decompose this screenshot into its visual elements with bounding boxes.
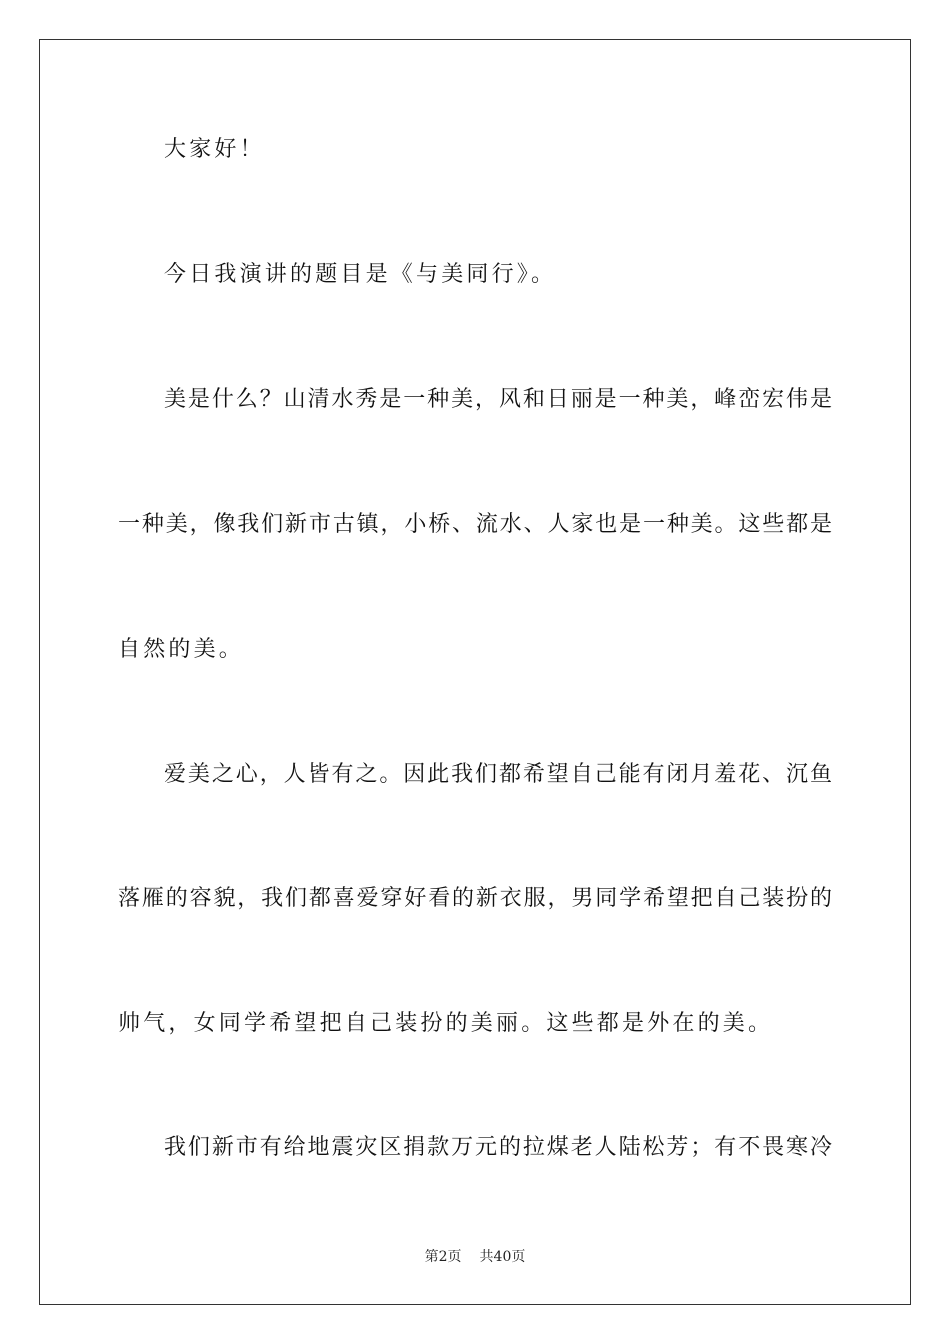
- paragraph-line: 美是什么？山清水秀是一种美，风和日丽是一种美，峰峦宏伟是: [164, 387, 832, 412]
- paragraph-line: 大家好！: [164, 137, 265, 162]
- total-page-count: 共40页: [479, 1249, 526, 1265]
- paragraph-line: 一种美，像我们新市古镇，小桥、流水、人家也是一种美。这些都是: [118, 512, 832, 537]
- paragraph-line: 自然的美。: [118, 637, 245, 662]
- paragraph-line: 落雁的容貌，我们都喜爱穿好看的新衣服，男同学希望把自己装扮的: [118, 886, 832, 911]
- page-border: [39, 39, 911, 1305]
- paragraph-line: 帅气，女同学希望把自己装扮的美丽。这些都是外在的美。: [118, 1011, 774, 1036]
- paragraph-line: 爱美之心，人皆有之。因此我们都希望自己能有闭月羞花、沉鱼: [164, 762, 832, 787]
- page-footer: [0, 1248, 950, 1266]
- paragraph-line: 我们新市有给地震灾区捐款万元的拉煤老人陆松芳；有不畏寒冷: [164, 1135, 832, 1160]
- current-page-number: 第2页: [424, 1249, 462, 1265]
- paragraph-line: 今日我演讲的题目是《与美同行》。: [164, 262, 557, 287]
